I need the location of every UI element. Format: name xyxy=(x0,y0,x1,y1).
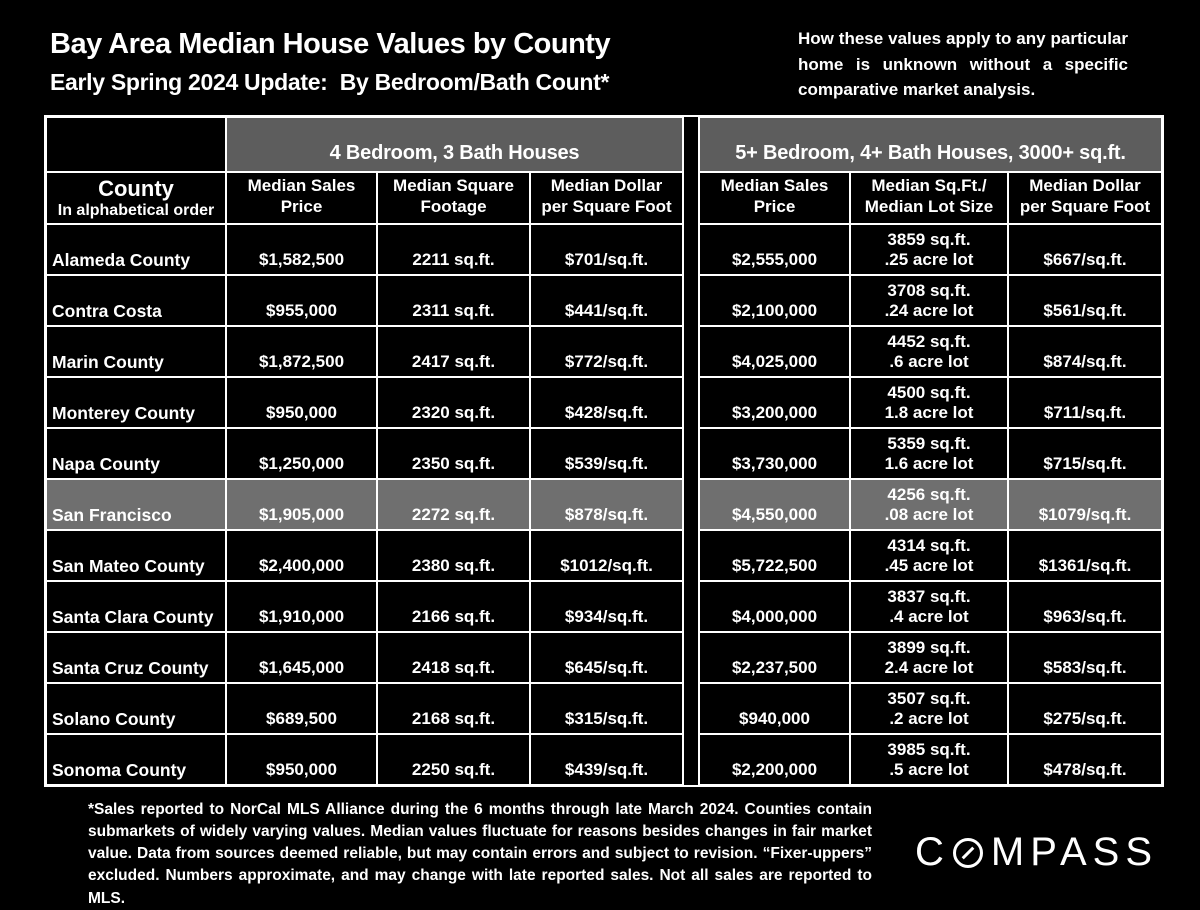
median-sqft-line: 5359 sq.ft. xyxy=(887,433,971,453)
median-sqft-lot-size-5br-cell xyxy=(850,326,1008,377)
median-dollar-psf-4br-cell: $878/sq.ft. xyxy=(530,479,683,530)
median-sqft-line: 3985 sq.ft. xyxy=(887,739,971,759)
median-sqft-line: 4314 sq.ft. xyxy=(887,535,971,555)
county-name-cell: Marin County xyxy=(46,326,226,377)
median-sales-price-4br-cell: $1,872,500 xyxy=(226,326,377,377)
county-name-cell: Sonoma County xyxy=(46,734,226,785)
median-sqft-lot-size-5br-cell xyxy=(850,632,1008,683)
median-lot-size-line: .08 acre lot xyxy=(884,505,974,525)
column-header-square-footage-4br xyxy=(377,172,530,224)
footnote: *Sales reported to NorCal MLS Alliance during the 6 months through late March 2024. Counties contain submarkets of widely varying values. Median values fluctuate for reasons besides changes in fair market value. Data from sources deemed reliable, but may contain errors and subject to revision. “Fixer-uppers” excluded. Numbers approximate, and may change with late reported sales. Not all sales are reported to MLS. xyxy=(88,801,872,907)
median-dollar-psf-5br-cell: $711/sq.ft. xyxy=(1008,377,1162,428)
median-sales-price-5br-cell: $2,200,000 xyxy=(699,734,850,785)
median-dollar-psf-4br-cell: $1012/sq.ft. xyxy=(530,530,683,581)
corner-cell xyxy=(46,117,226,172)
median-dollar-psf-4br-cell: $439/sq.ft. xyxy=(530,734,683,785)
column-header-line: Median Sales xyxy=(720,176,829,196)
median-lot-size-line: .25 acre lot xyxy=(884,250,974,270)
median-square-footage-4br-cell: 2417 sq.ft. xyxy=(377,326,530,377)
median-lot-size-line: 1.6 acre lot xyxy=(884,454,974,474)
median-square-footage-4br-cell: 2418 sq.ft. xyxy=(377,632,530,683)
median-sales-price-5br-cell: $2,555,000 xyxy=(699,224,850,275)
median-sqft-lot-size-5br-cell xyxy=(850,683,1008,734)
column-header-line: per Square Foot xyxy=(1019,197,1151,216)
column-header-line: Median Sales xyxy=(247,176,356,196)
median-dollar-psf-4br-cell: $934/sq.ft. xyxy=(530,581,683,632)
median-square-footage-4br-cell: 2166 sq.ft. xyxy=(377,581,530,632)
median-lot-size-line: .4 acre lot xyxy=(889,607,969,627)
median-sales-price-5br-cell: $4,025,000 xyxy=(699,326,850,377)
median-dollar-psf-4br-cell: $701/sq.ft. xyxy=(530,224,683,275)
median-square-footage-4br-cell: 2272 sq.ft. xyxy=(377,479,530,530)
county-name-cell: Monterey County xyxy=(46,377,226,428)
column-header-line: Price xyxy=(280,197,323,216)
county-name-cell: Santa Cruz County xyxy=(46,632,226,683)
county-name-cell: Alameda County xyxy=(46,224,226,275)
median-sales-price-5br-cell: $2,237,500 xyxy=(699,632,850,683)
median-sqft-lot-size-5br-cell xyxy=(850,479,1008,530)
column-header-line: Median Dollar xyxy=(550,176,663,196)
median-sales-price-5br-cell: $3,730,000 xyxy=(699,428,850,479)
median-dollar-psf-4br-cell: $772/sq.ft. xyxy=(530,326,683,377)
title-block xyxy=(50,28,610,96)
median-sales-price-5br-cell: $940,000 xyxy=(699,683,850,734)
column-header-sales-price-4br xyxy=(226,172,377,224)
median-sales-price-5br-cell: $2,100,000 xyxy=(699,275,850,326)
median-square-footage-4br-cell: 2350 sq.ft. xyxy=(377,428,530,479)
median-sales-price-4br-cell: $950,000 xyxy=(226,377,377,428)
median-sqft-lot-size-5br-cell xyxy=(850,428,1008,479)
median-sqft-lot-size-5br-cell xyxy=(850,530,1008,581)
median-sqft-line: 3507 sq.ft. xyxy=(887,688,971,708)
median-square-footage-4br-cell: 2168 sq.ft. xyxy=(377,683,530,734)
median-lot-size-line: 1.8 acre lot xyxy=(884,403,974,423)
column-header-line: Price xyxy=(753,197,796,216)
median-sqft-line: 3837 sq.ft. xyxy=(887,586,971,606)
median-sqft-line: 3899 sq.ft. xyxy=(887,637,971,657)
median-lot-size-line: 2.4 acre lot xyxy=(884,658,974,678)
median-sales-price-4br-cell: $1,645,000 xyxy=(226,632,377,683)
median-sqft-line: 4256 sq.ft. xyxy=(887,484,971,504)
median-square-footage-4br-cell: 2311 sq.ft. xyxy=(377,275,530,326)
median-square-footage-4br-cell: 2320 sq.ft. xyxy=(377,377,530,428)
column-header-line: Footage xyxy=(420,197,487,216)
median-sales-price-4br-cell: $1,905,000 xyxy=(226,479,377,530)
column-header-sqft-lot-5br xyxy=(850,172,1008,224)
logo-letter-c: C xyxy=(915,830,950,874)
median-sqft-line: 3859 sq.ft. xyxy=(887,229,971,249)
median-dollar-psf-4br-cell: $428/sq.ft. xyxy=(530,377,683,428)
county-name-cell: Solano County xyxy=(46,683,226,734)
median-lot-size-line: .6 acre lot xyxy=(889,352,969,372)
county-name-cell: San Francisco xyxy=(46,479,226,530)
median-sales-price-4br-cell: $950,000 xyxy=(226,734,377,785)
column-header-sales-price-5br xyxy=(699,172,850,224)
median-sqft-lot-size-5br-cell xyxy=(850,581,1008,632)
median-dollar-psf-5br-cell: $963/sq.ft. xyxy=(1008,581,1162,632)
median-lot-size-line: .24 acre lot xyxy=(884,301,974,321)
median-sqft-lot-size-5br-cell xyxy=(850,734,1008,785)
median-dollar-psf-5br-cell: $715/sq.ft. xyxy=(1008,428,1162,479)
median-square-footage-4br-cell: 2380 sq.ft. xyxy=(377,530,530,581)
group-divider xyxy=(683,117,699,785)
median-dollar-psf-5br-cell: $275/sq.ft. xyxy=(1008,683,1162,734)
group-header-4-bedroom: 4 Bedroom, 3 Bath Houses xyxy=(226,117,683,172)
median-sales-price-4br-cell: $1,250,000 xyxy=(226,428,377,479)
page-title: Bay Area Median House Values by County xyxy=(50,28,611,60)
median-dollar-psf-4br-cell: $315/sq.ft. xyxy=(530,683,683,734)
county-name-cell: Napa County xyxy=(46,428,226,479)
median-sqft-line: 3708 sq.ft. xyxy=(887,280,971,300)
median-dollar-psf-5br-cell: $667/sq.ft. xyxy=(1008,224,1162,275)
median-dollar-psf-5br-cell: $478/sq.ft. xyxy=(1008,734,1162,785)
median-sales-price-5br-cell: $4,000,000 xyxy=(699,581,850,632)
median-dollar-psf-4br-cell: $539/sq.ft. xyxy=(530,428,683,479)
median-dollar-psf-5br-cell: $561/sq.ft. xyxy=(1008,275,1162,326)
median-dollar-psf-5br-cell: $1079/sq.ft. xyxy=(1008,479,1162,530)
column-header-line: Median Lot Size xyxy=(864,197,994,216)
median-sales-price-4br-cell: $2,400,000 xyxy=(226,530,377,581)
group-header-5plus-bedroom: 5+ Bedroom, 4+ Bath Houses, 3000+ sq.ft. xyxy=(699,117,1162,172)
county-header-subtitle: In alphabetical order xyxy=(57,202,215,220)
median-sqft-lot-size-5br-cell xyxy=(850,377,1008,428)
median-sales-price-4br-cell: $689,500 xyxy=(226,683,377,734)
column-header-line: Median Dollar xyxy=(1029,176,1141,196)
county-name-cell: San Mateo County xyxy=(46,530,226,581)
median-sqft-lot-size-5br-cell xyxy=(850,275,1008,326)
page-subtitle: Early Spring 2024 Update: By Bedroom/Bath Count* xyxy=(50,69,610,95)
median-dollar-psf-5br-cell: $1361/sq.ft. xyxy=(1008,530,1162,581)
median-sales-price-4br-cell: $955,000 xyxy=(226,275,377,326)
compass-logo xyxy=(915,830,1158,875)
median-sales-price-5br-cell: $4,550,000 xyxy=(699,479,850,530)
median-square-footage-4br-cell: 2250 sq.ft. xyxy=(377,734,530,785)
compass-needle-o-icon xyxy=(953,838,983,868)
median-sales-price-5br-cell: $5,722,500 xyxy=(699,530,850,581)
median-dollar-psf-5br-cell: $583/sq.ft. xyxy=(1008,632,1162,683)
median-lot-size-line: .2 acre lot xyxy=(889,709,969,729)
median-sqft-line: 4452 sq.ft. xyxy=(887,331,971,351)
column-header-dollar-psf-4br xyxy=(530,172,683,224)
median-sqft-line: 4500 sq.ft. xyxy=(887,382,971,402)
median-square-footage-4br-cell: 2211 sq.ft. xyxy=(377,224,530,275)
median-lot-size-line: .5 acre lot xyxy=(889,760,969,780)
median-sqft-lot-size-5br-cell xyxy=(850,224,1008,275)
median-dollar-psf-4br-cell: $645/sq.ft. xyxy=(530,632,683,683)
median-values-table xyxy=(44,115,1164,787)
median-lot-size-line: .45 acre lot xyxy=(884,556,974,576)
county-name-cell: Contra Costa xyxy=(46,275,226,326)
median-sales-price-4br-cell: $1,910,000 xyxy=(226,581,377,632)
county-column-header xyxy=(46,172,226,224)
county-name-cell: Santa Clara County xyxy=(46,581,226,632)
median-sales-price-5br-cell: $3,200,000 xyxy=(699,377,850,428)
median-dollar-psf-5br-cell: $874/sq.ft. xyxy=(1008,326,1162,377)
column-header-line: Median Square xyxy=(393,176,514,196)
logo-letters-mpass: MPASS xyxy=(990,830,1158,874)
median-dollar-psf-4br-cell: $441/sq.ft. xyxy=(530,275,683,326)
column-header-dollar-psf-5br xyxy=(1008,172,1162,224)
column-header-line: per Square Foot xyxy=(541,197,672,216)
county-header-title: County xyxy=(98,176,174,202)
column-header-line: Median Sq.Ft./ xyxy=(871,176,987,196)
disclaimer-note: How these values apply to any particular home is unknown without a specific comparative market analysis. xyxy=(798,29,1128,99)
median-sales-price-4br-cell: $1,582,500 xyxy=(226,224,377,275)
